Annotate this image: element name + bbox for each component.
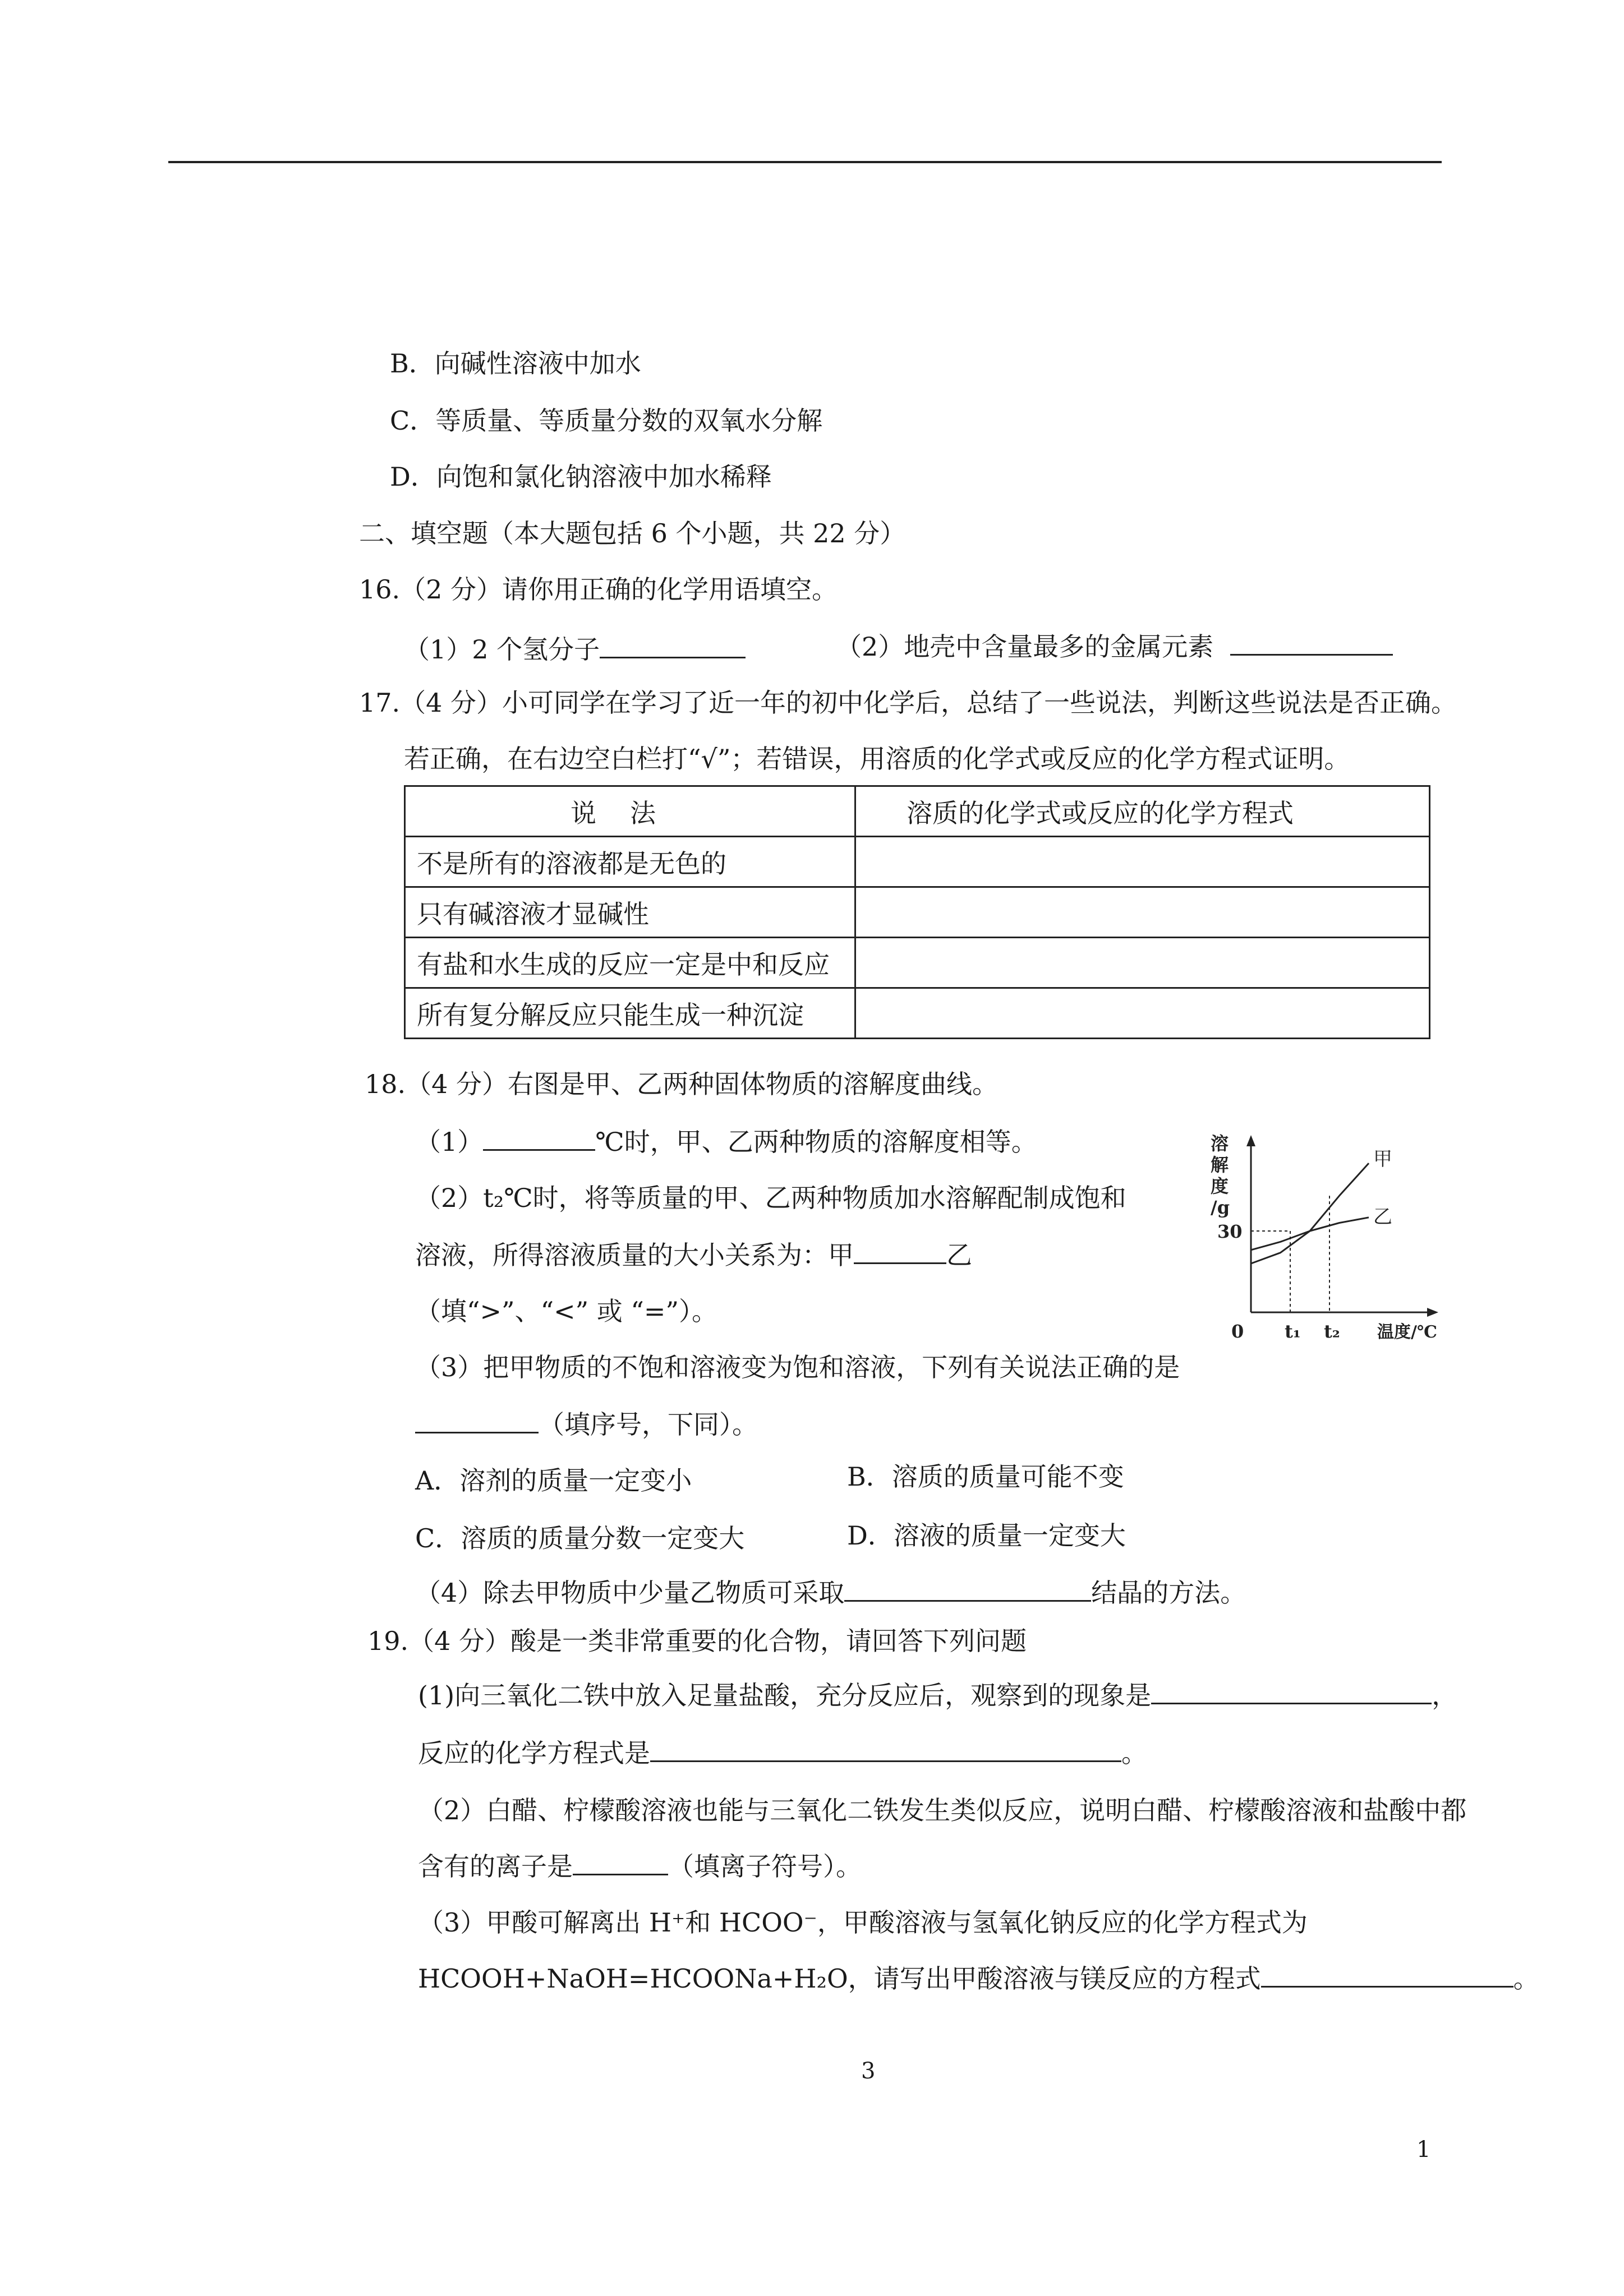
q19-blank2[interactable] [650, 1738, 1121, 1762]
y-axis-arrow [1246, 1135, 1255, 1146]
q16-part2-label: （2）地壳中含量最多的金属元素 [836, 631, 1214, 662]
option-d: D．向饱和氯化钠溶液中加水稀释 [390, 462, 772, 492]
q18-stem: 18.（4 分）右图是甲、乙两种固体物质的溶解度曲线。 [365, 1069, 999, 1099]
table-header-answer: 溶质的化学式或反应的化学方程式 [855, 786, 1430, 837]
chart-lines [1251, 1163, 1369, 1264]
q18-part1 [415, 1126, 1037, 1158]
q18-part3-line2 [415, 1409, 758, 1440]
table-cell-statement: 所有复分解反应只能生成一种沉淀 [405, 988, 855, 1039]
x-axis-arrow [1427, 1308, 1438, 1317]
chart-axes [1246, 1135, 1438, 1317]
q19-part1-comma: ， [1432, 1680, 1458, 1711]
q18-option-a: A．溶剂的质量一定变小 [415, 1465, 692, 1496]
q18-part3-line1: （3）把甲物质的不饱和溶液变为饱和溶液，下列有关说法正确的是 [415, 1352, 1180, 1382]
q19-part3-line2 [418, 1963, 1539, 1994]
q18-part1-text: ℃时，甲、乙两种物质的溶解度相等。 [595, 1127, 1037, 1157]
q18-part2-line1: （2）t₂℃时，将等质量的甲、乙两种物质加水溶解配制成饱和 [415, 1183, 1126, 1213]
option-b: B．向碱性溶液中加水 [390, 348, 641, 379]
table-cell-statement: 有盐和水生成的反应一定是中和反应 [405, 938, 855, 988]
q19-part1-text: (1)向三氧化二铁中放入足量盐酸，充分反应后，观察到的现象是 [418, 1680, 1152, 1711]
table-cell-answer[interactable] [855, 887, 1430, 938]
q18-part4-text: 结晶的方法。 [1091, 1578, 1246, 1608]
q18-blank3[interactable] [415, 1409, 539, 1433]
y-axis-label-char: 解 [1211, 1154, 1229, 1175]
y-axis-label-char: 度 [1211, 1175, 1229, 1197]
chart-labels [1211, 1133, 1437, 1342]
solubility-chart [1206, 1127, 1464, 1368]
x-tick-label: t₁ [1285, 1321, 1301, 1342]
table-cell-answer[interactable] [855, 988, 1430, 1039]
q18-part2-text: 溶液，所得溶液质量的大小关系为：甲 [415, 1240, 854, 1270]
q18-part2-hint: （填“>”、“<” 或 “=”）。 [415, 1296, 717, 1326]
q19-part3-period: 。 [1513, 1963, 1539, 1994]
y-axis-label-char: /g [1211, 1197, 1230, 1218]
q17-instruction: 若正确，在右边空白栏打“√”；若错误，用溶质的化学式或反应的化学方程式证明。 [404, 744, 1350, 774]
series-label: 乙 [1373, 1205, 1392, 1228]
q18-part4-label: （4）除去甲物质中少量乙物质可采取 [415, 1578, 845, 1608]
q19-part1-period: 。 [1121, 1738, 1147, 1768]
q18-part2-line2 [415, 1239, 972, 1271]
q16-part1-label: （1）2 个氢分子 [404, 634, 600, 665]
origin-label: 0 [1231, 1321, 1244, 1342]
series-line-jia [1251, 1163, 1369, 1264]
q18-blank1[interactable] [483, 1127, 595, 1151]
q18-part1-label: （1） [415, 1127, 484, 1157]
q18-option-c: C．溶质的质量分数一定变大 [415, 1523, 745, 1553]
q19-part1-eq-label: 反应的化学方程式是 [418, 1738, 650, 1768]
page-number: 3 [861, 2058, 876, 2084]
x-axis-label: 温度/℃ [1377, 1322, 1437, 1342]
q19-part3-line1: （3）甲酸可解离出 H⁺和 HCOO⁻，甲酸溶液与氢氧化钠反应的化学方程式为 [418, 1907, 1308, 1938]
q19-part3-text: HCOOH+NaOH=HCOONa+H₂O，请写出甲酸溶液与镁反应的方程式 [418, 1963, 1261, 1994]
series-label: 甲 [1373, 1148, 1392, 1171]
top-rule [168, 161, 1442, 163]
table-row [405, 887, 1430, 938]
table-header-row [405, 786, 1430, 837]
table-cell-statement: 只有碱溶液才显碱性 [405, 887, 855, 938]
q19-part2-text: 含有的离子是 [418, 1851, 573, 1882]
q18-part2-yi: 乙 [946, 1240, 972, 1270]
q19-part1-line2 [418, 1737, 1147, 1769]
series-line-yi [1251, 1218, 1369, 1250]
table-cell-statement: 不是所有的溶液都是无色的 [405, 837, 855, 887]
q19-stem: 19.（4 分）酸是一类非常重要的化合物，请回答下列问题 [367, 1626, 1027, 1656]
q18-blank2[interactable] [854, 1240, 946, 1264]
table-row [405, 938, 1430, 988]
option-c: C．等质量、等质量分数的双氧水分解 [390, 405, 823, 436]
q17-stem: 17.（4 分）小可同学在学习了近一年的初中化学后，总结了一些说法，判断这些说法是否正确。 [359, 688, 1457, 718]
q19-blank4[interactable] [1261, 1963, 1513, 1988]
q16-blank2[interactable] [1230, 631, 1393, 656]
q18-blank4[interactable] [844, 1578, 1091, 1602]
y-axis-label-char: 溶 [1211, 1133, 1229, 1154]
section-title: 二、填空题（本大题包括 6 个小题，共 22 分） [359, 518, 906, 548]
q19-part2-hint: （填离子符号）。 [668, 1851, 862, 1882]
table-header-statement: 说法 [405, 786, 855, 837]
q19-blank3[interactable] [573, 1851, 668, 1875]
q18-option-d: D．溶液的质量一定变大 [847, 1520, 1126, 1551]
table-row [405, 837, 1430, 887]
q19-part2-line1: （2）白醋、柠檬酸溶液也能与三氧化二铁发生类似反应，说明白醋、柠檬酸溶液和盐酸中都 [418, 1795, 1467, 1825]
q17-table [404, 785, 1430, 1039]
q19-part2-line2 [418, 1851, 862, 1882]
q19-blank1[interactable] [1151, 1680, 1432, 1704]
table-cell-answer[interactable] [855, 837, 1430, 887]
q18-option-b: B．溶质的质量可能不变 [847, 1461, 1124, 1492]
page-number-corner: 1 [1416, 2137, 1431, 2163]
q16-stem: 16.（2 分）请你用正确的化学用语填空。 [359, 574, 838, 605]
q16-part2 [836, 631, 1393, 662]
x-tick-label: t₂ [1324, 1321, 1340, 1342]
q16-blank1[interactable] [600, 634, 746, 658]
q18-part3-hint: （填序号，下同）。 [539, 1409, 758, 1440]
table-row [405, 988, 1430, 1039]
y-tick-label: 30 [1217, 1221, 1243, 1242]
table-cell-answer[interactable] [855, 938, 1430, 988]
q16-part1 [404, 634, 746, 665]
q18-part4 [415, 1577, 1246, 1608]
q19-part1-line1 [418, 1680, 1457, 1711]
